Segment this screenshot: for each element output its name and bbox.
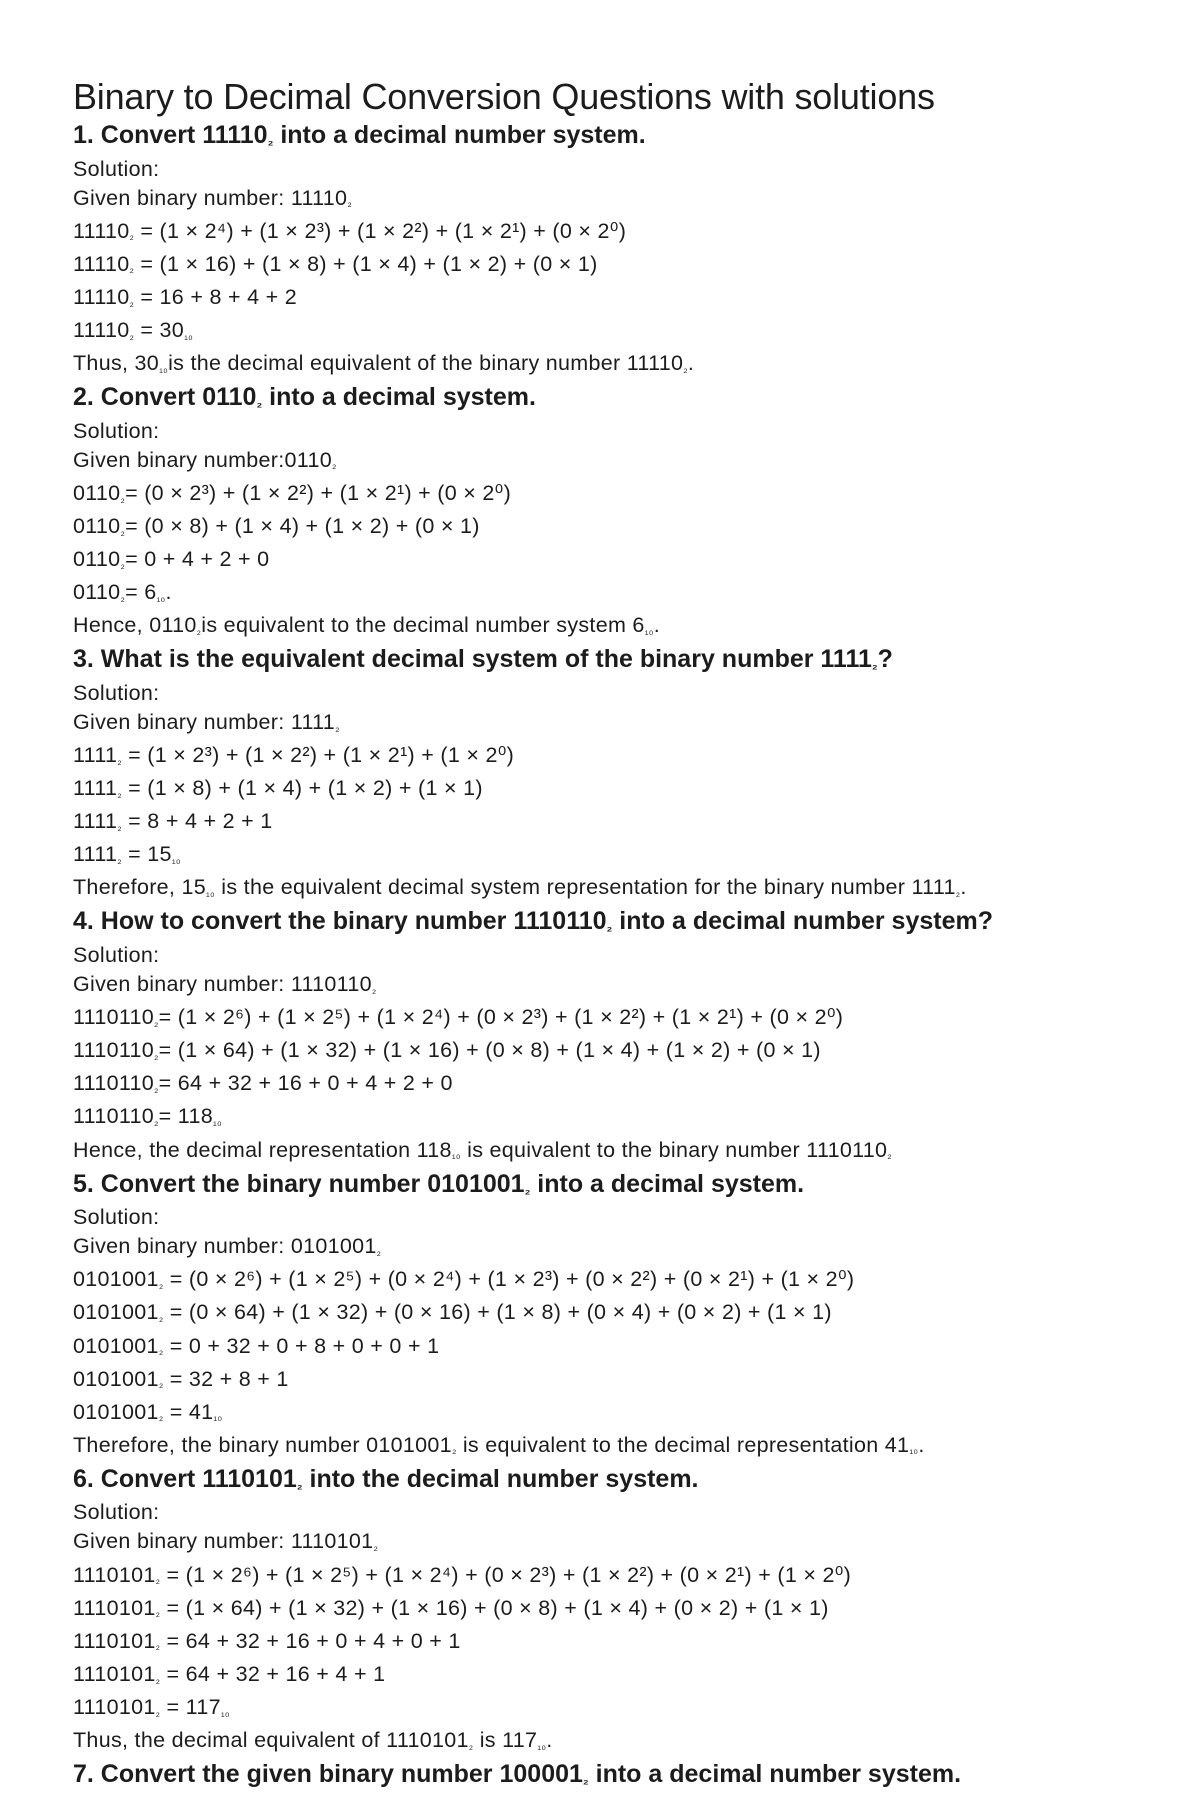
number-base-subscript: ₂: [451, 1444, 457, 1457]
number-base-subscript: ₂: [154, 1016, 159, 1029]
number-base-subscript: ₂: [155, 1706, 161, 1719]
solution-line: Given binary number: 1111₂: [73, 709, 340, 734]
solution-line: 0101001₂ = 41₁₀: [73, 1399, 223, 1424]
solution-label: Solution:: [73, 942, 160, 967]
number-base-subscript: ₂: [155, 1673, 161, 1686]
number-base-subscript: ₂: [155, 1640, 161, 1653]
number-base-subscript: ₁₀: [212, 1116, 222, 1129]
solution-line: 11110₂ = 30₁₀: [73, 317, 194, 342]
solution-line: Therefore, 15₁₀ is the equivalent decimal system representation for the binary number 1111₂.: [73, 875, 967, 900]
number-base-subscript: ₂: [120, 525, 126, 538]
number-base-subscript: ₂: [120, 558, 126, 571]
solution-line: 11110₂ = (1 × 16) + (1 × 8) + (1 × 4) + (1 × 2) + (0 × 1): [73, 251, 598, 276]
solution-line: 0101001₂ = 0 + 32 + 0 + 8 + 0 + 0 + 1: [73, 1333, 440, 1358]
question-heading: 1. Convert 11110₂ into a decimal number system.: [73, 121, 646, 149]
solution-line: Given binary number: 1110110₂: [73, 972, 377, 997]
solution-line: 11110₂ = (1 × 2⁴) + (1 × 2³) + (1 × 2²) + (1 × 2¹) + (0 × 2⁰): [73, 218, 627, 243]
question-heading: 7. Convert the given binary number 100001₂ into a decimal number system.: [73, 1760, 962, 1789]
number-base-subscript: ₁₀: [156, 591, 166, 604]
number-base-subscript: ₂: [129, 230, 135, 243]
solution-line: 0101001₂ = (0 × 64) + (1 × 32) + (0 × 16) + (1 × 8) + (0 × 4) + (0 × 2) + (1 × 1): [73, 1300, 832, 1325]
solution-line: 11110₂ = 16 + 8 + 4 + 2: [73, 284, 298, 309]
question-heading: 2. Convert 0110₂ into a decimal system.: [73, 383, 536, 412]
number-base-subscript: ₂: [683, 362, 688, 375]
question-heading: 3. What is the equivalent decimal system of the binary number 1111₂?: [73, 645, 893, 674]
number-base-subscript: ₂: [331, 459, 337, 472]
number-base-subscript: ₂: [871, 657, 878, 673]
solution-line: 0110₂= (0 × 2³) + (1 × 2²) + (1 × 2¹) + (0 × 2⁰): [73, 480, 512, 505]
solution-line: 1110110₂= (1 × 2⁶) + (1 × 2⁵) + (1 × 2⁴) + (0 × 2³) + (1 × 2²) + (1 × 2¹) + (0 × 2⁰): [73, 1005, 844, 1030]
solution-line: Thus, 30₁₀is the decimal equivalent of the binary number 11110₂.: [73, 351, 695, 376]
solution-line: 0101001₂ = 32 + 8 + 1: [73, 1366, 289, 1391]
number-base-subscript: ₂: [296, 1476, 303, 1492]
number-base-subscript: ₁₀: [184, 329, 194, 342]
solution-line: 1111₂ = 8 + 4 + 2 + 1: [73, 809, 273, 834]
solution-line: 1110101₂ = (1 × 64) + (1 × 32) + (1 × 16) + (0 × 8) + (1 × 4) + (0 × 2) + (1 × 1): [73, 1595, 829, 1620]
number-base-subscript: ₁₀: [205, 887, 215, 900]
number-base-subscript: ₂: [154, 1116, 159, 1129]
number-base-subscript: ₂: [117, 787, 122, 800]
number-base-subscript: ₂: [335, 721, 340, 734]
solution-line: 1110110₂= 64 + 32 + 16 + 0 + 4 + 2 + 0: [73, 1071, 453, 1096]
solution-line: 1110101₂ = 117₁₀: [73, 1694, 230, 1719]
number-base-subscript: ₂: [196, 624, 202, 637]
number-base-subscript: ₂: [468, 1739, 474, 1752]
question-heading: 5. Convert the binary number 0101001₂ into a decimal system.: [73, 1169, 805, 1198]
number-base-subscript: ₁₀: [159, 362, 169, 375]
number-base-subscript: ₂: [117, 820, 122, 833]
solution-line: Given binary number: 0101001₂: [73, 1234, 382, 1259]
number-base-subscript: ₁₀: [451, 1149, 461, 1162]
solution-label: Solution:: [73, 1500, 160, 1525]
number-base-subscript: ₂: [158, 1378, 164, 1391]
number-base-subscript: ₁₀: [644, 624, 654, 637]
number-base-subscript: ₂: [117, 754, 122, 767]
number-base-subscript: ₂: [154, 1049, 159, 1062]
number-base-subscript: ₂: [158, 1345, 164, 1358]
question-heading: 6. Convert 1110101₂ into the decimal number system.: [73, 1464, 699, 1493]
number-base-subscript: ₁₀: [909, 1444, 919, 1457]
solution-line: Given binary number:0110₂: [73, 447, 337, 472]
number-base-subscript: ₂: [158, 1411, 164, 1424]
number-base-subscript: ₂: [267, 132, 274, 148]
number-base-subscript: ₂: [120, 591, 126, 604]
solution-line: 1110101₂ = 64 + 32 + 16 + 0 + 4 + 0 + 1: [73, 1628, 461, 1653]
document-title: Binary to Decimal Conversion Questions with solutions: [73, 76, 935, 117]
number-base-subscript: ₁₀: [220, 1706, 230, 1719]
number-base-subscript: ₂: [158, 1312, 164, 1325]
solution-label: Solution:: [73, 418, 160, 443]
solution-line: 1110101₂ = (1 × 2⁶) + (1 × 2⁵) + (1 × 2⁴) + (0 × 2³) + (1 × 2²) + (0 × 2¹) + (1 × 2⁰): [73, 1562, 852, 1587]
solution-line: 1111₂ = (1 × 8) + (1 × 4) + (1 × 2) + (1 × 1): [73, 776, 483, 801]
number-base-subscript: ₂: [155, 1574, 161, 1587]
number-base-subscript: ₂: [955, 887, 961, 900]
solution-line: 1111₂ = 15₁₀: [73, 842, 181, 867]
solution-line: 0110₂= (0 × 8) + (1 × 4) + (1 × 2) + (0 × 1): [73, 513, 480, 538]
number-base-subscript: ₂: [606, 919, 613, 935]
number-base-subscript: ₂: [117, 853, 122, 866]
solution-line: Thus, the decimal equivalent of 1110101₂ is 117₁₀.: [73, 1728, 553, 1753]
solution-line: 1111₂ = (1 × 2³) + (1 × 2²) + (1 × 2¹) + (1 × 2⁰): [73, 743, 515, 767]
solution-line: Hence, 0110₂is equivalent to the decimal number system 6₁₀.: [73, 613, 660, 638]
number-base-subscript: ₂: [373, 1541, 379, 1554]
number-base-subscript: ₂: [129, 263, 135, 276]
solution-line: Given binary number: 1110101₂: [73, 1529, 379, 1554]
solution-label: Solution:: [73, 156, 160, 181]
number-base-subscript: ₂: [256, 395, 263, 411]
solution-label: Solution:: [73, 1205, 160, 1230]
number-base-subscript: ₂: [347, 197, 352, 210]
number-base-subscript: ₂: [376, 1245, 382, 1258]
number-base-subscript: ₂: [155, 1607, 161, 1620]
number-base-subscript: ₂: [120, 492, 126, 505]
solution-line: Therefore, the binary number 0101001₂ is equivalent to the decimal representation 41₁₀.: [73, 1432, 925, 1457]
solution-line: 0101001₂ = (0 × 2⁶) + (1 × 2⁵) + (0 × 2⁴) + (1 × 2³) + (0 × 2²) + (0 × 2¹) + (1 × 2⁰): [73, 1267, 855, 1292]
number-base-subscript: ₂: [887, 1149, 892, 1162]
solution-label: Solution:: [73, 680, 160, 705]
solution-line: 0110₂= 0 + 4 + 2 + 0: [73, 547, 270, 572]
number-base-subscript: ₂: [129, 296, 135, 309]
number-base-subscript: ₂: [154, 1083, 159, 1096]
solution-line: 1110101₂ = 64 + 32 + 16 + 4 + 1: [73, 1661, 386, 1686]
question-heading: 4. How to convert the binary number 1110110₂ into a decimal number system?: [73, 907, 993, 936]
number-base-subscript: ₁₀: [171, 853, 181, 866]
solution-line: 1110110₂= 118₁₀: [73, 1104, 222, 1129]
number-base-subscript: ₂: [158, 1278, 164, 1291]
number-base-subscript: ₂: [582, 1772, 589, 1788]
solution-line: Given binary number: 11110₂: [73, 185, 352, 210]
number-base-subscript: ₂: [371, 983, 377, 996]
document-page: [73, 74, 1173, 1794]
solution-line: 1110110₂= (1 × 64) + (1 × 32) + (1 × 16) + (0 × 8) + (1 × 4) + (1 × 2) + (0 × 1): [73, 1038, 821, 1063]
number-base-subscript: ₁₀: [537, 1739, 547, 1752]
solution-line: 0110₂= 6₁₀.: [73, 580, 172, 605]
number-base-subscript: ₂: [129, 329, 135, 342]
number-base-subscript: ₁₀: [213, 1411, 223, 1424]
number-base-subscript: ₂: [524, 1181, 531, 1197]
solution-line: Hence, the decimal representation 118₁₀ is equivalent to the binary number 1110110₂: [73, 1137, 892, 1162]
questions-list: [73, 120, 1173, 1794]
